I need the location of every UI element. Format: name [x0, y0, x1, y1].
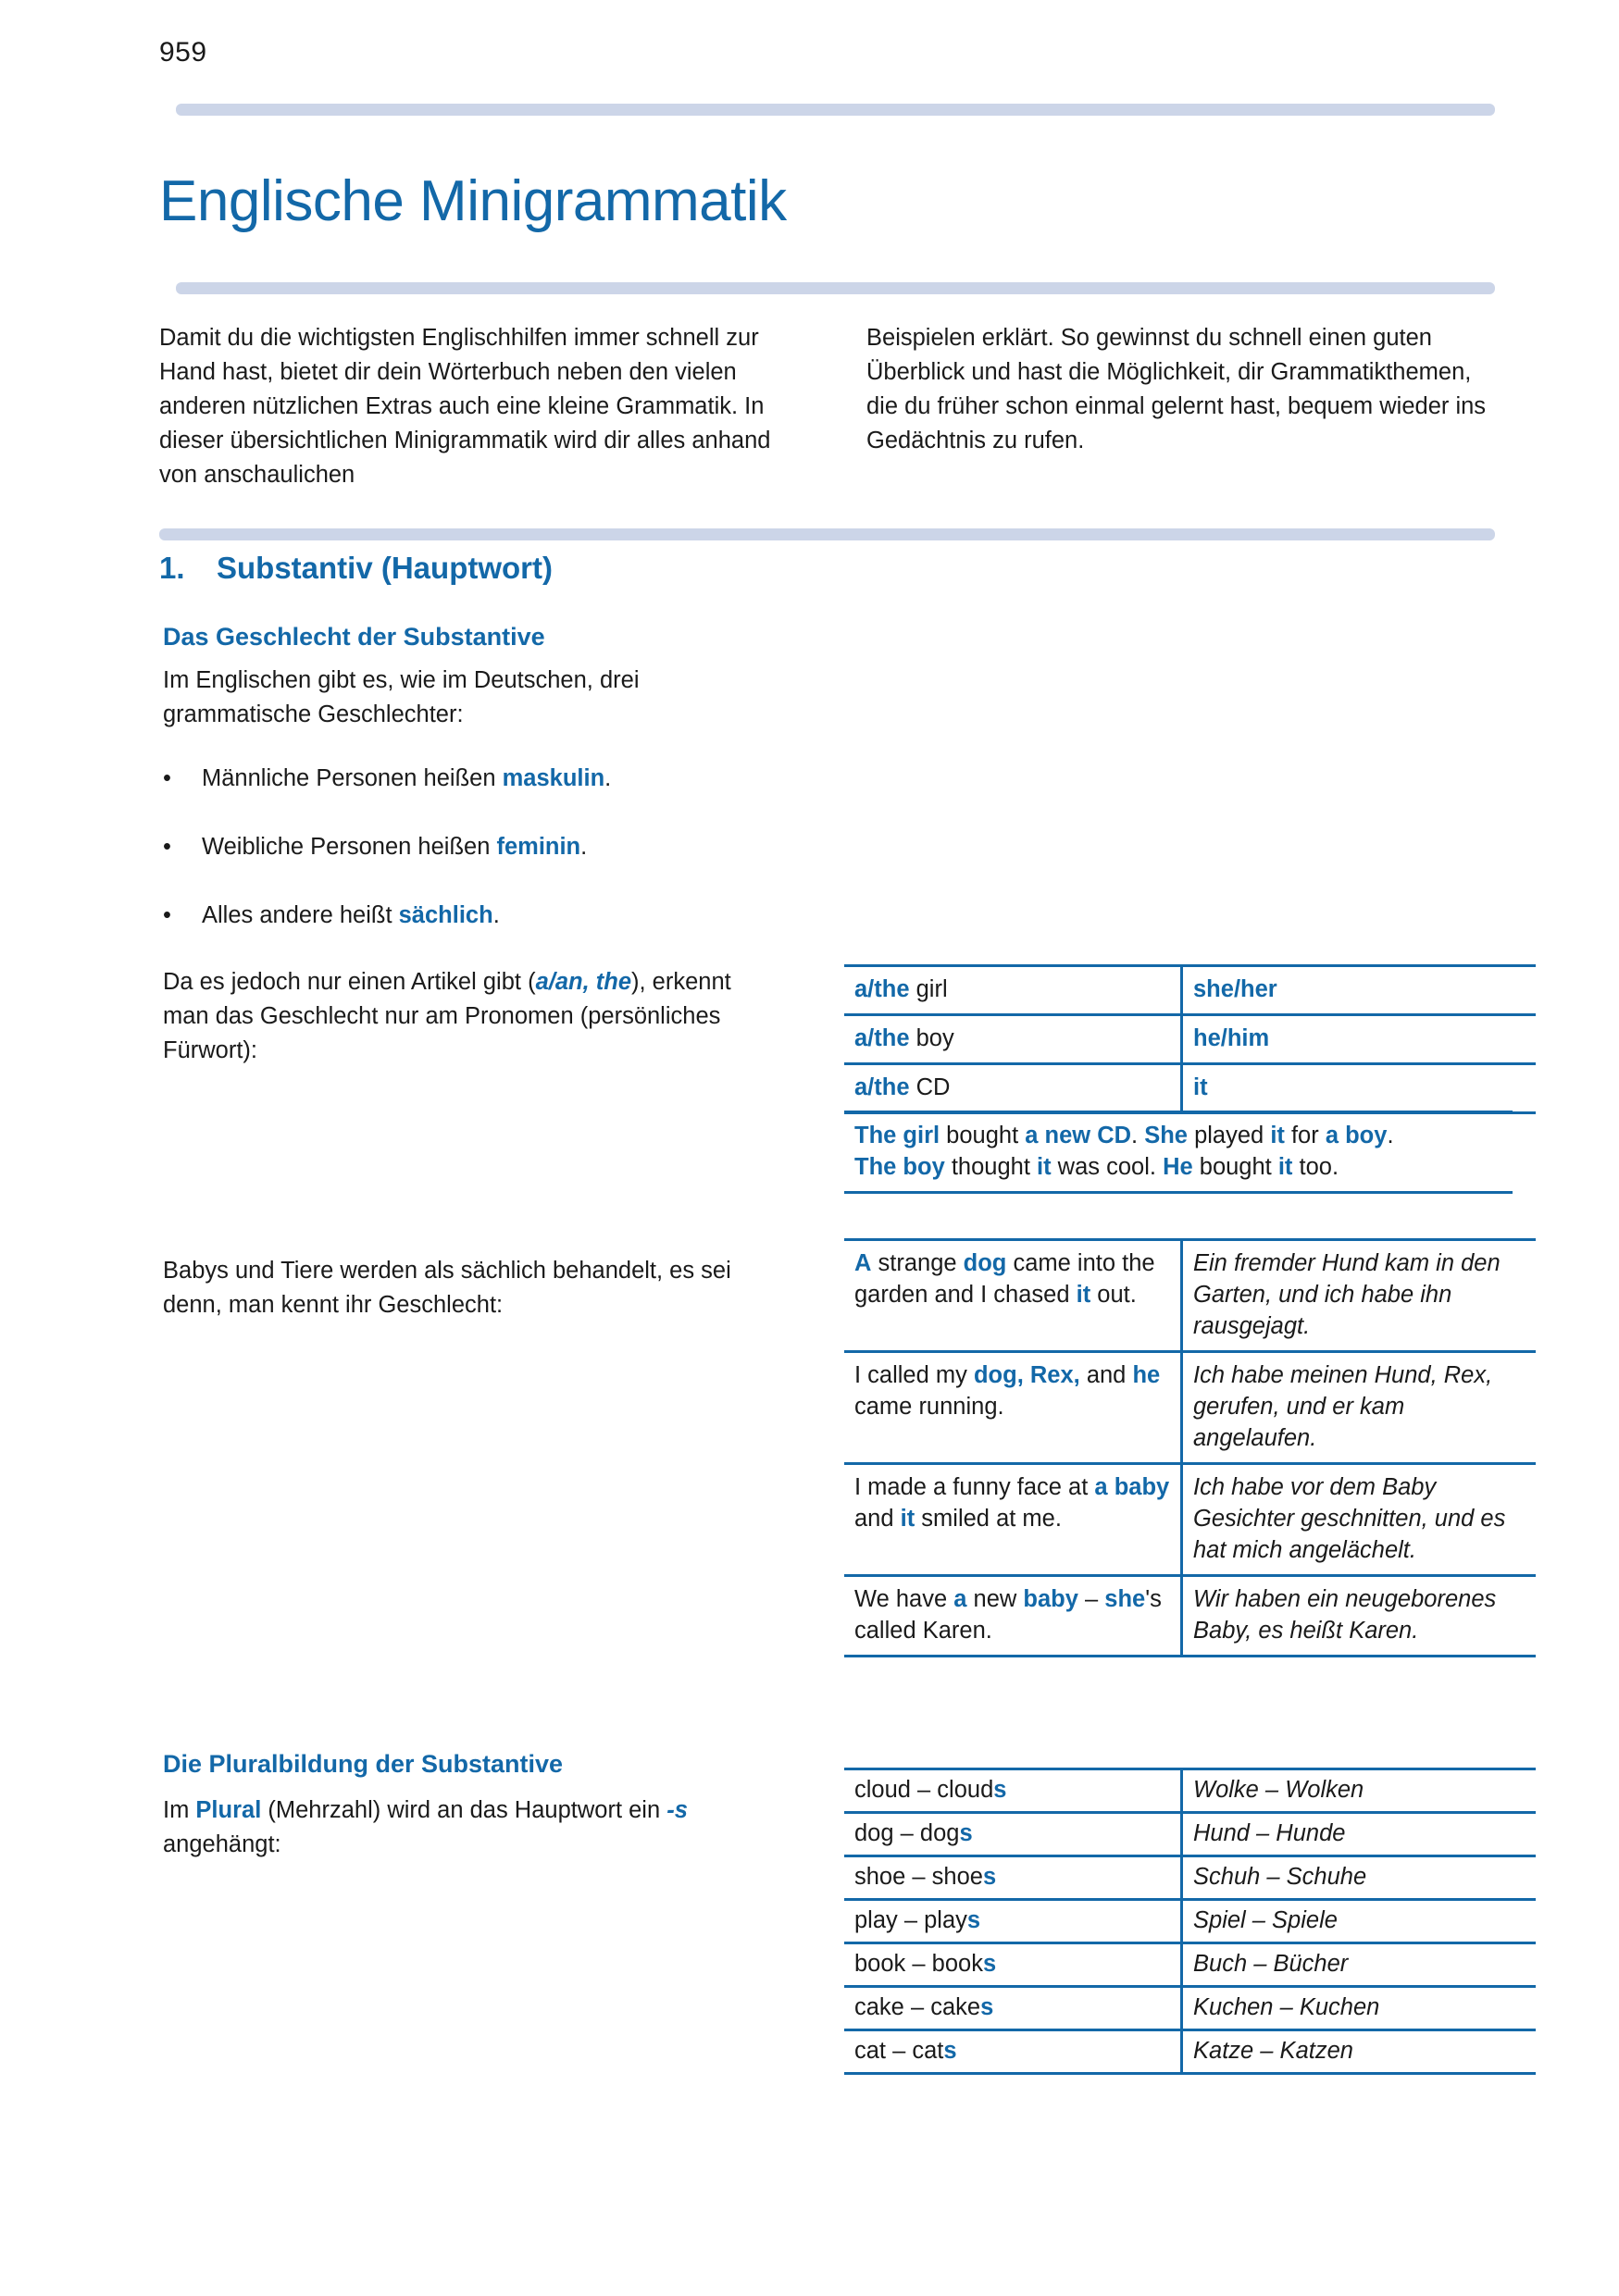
plural-german-cell: Schuh – Schuhe: [1182, 1856, 1537, 1900]
bullet-text: Weibliche Personen heißen feminin.: [202, 834, 588, 860]
table-row: [844, 1352, 1536, 1464]
page-title: Englische Minigrammatik: [159, 168, 787, 233]
table-row: [844, 1900, 1536, 1943]
german-translation-cell: Wir haben ein neugeborenes Baby, es heißt Karen.: [1182, 1576, 1537, 1657]
table-row: [844, 1943, 1536, 1987]
divider-bar-top: [176, 104, 1495, 116]
pronoun-cell: he/him: [1182, 1015, 1537, 1064]
example-sentences-cell: [844, 1112, 1513, 1193]
list-item: [163, 830, 792, 864]
plural-note-text: Im Plural (Mehrzahl) wird an das Hauptwort ein -s angehängt:: [163, 1797, 688, 1857]
gender-bullet-list: [163, 762, 792, 967]
english-example-cell: I made a funny face at a baby and it smiled at me.: [844, 1464, 1182, 1576]
gender-intro-text: Im Englischen gibt es, wie im Deutschen, drei grammatische Geschlechter:: [163, 667, 640, 727]
table-row: [844, 1769, 1536, 1813]
section-title: Substantiv (Hauptwort): [217, 551, 553, 585]
list-item: [163, 899, 792, 933]
plural-german-cell: Spiel – Spiele: [1182, 1900, 1537, 1943]
german-translation-cell: Ich habe meinen Hund, Rex, gerufen, und er kam angelaufen.: [1182, 1352, 1537, 1464]
table-row: [844, 1112, 1513, 1193]
pronoun-noun-cell: a/the girl: [844, 966, 1182, 1015]
pronoun-table-body: [844, 966, 1536, 1113]
divider-bar-intro: [176, 282, 1495, 294]
example-sentences-body: [844, 1112, 1513, 1193]
table-row: [844, 1813, 1536, 1856]
intro-column-right: Beispielen erklärt. So gewinnst du schnell einen guten Überblick und hast die Möglichkeit, dir Grammatikthemen, die du früher schon einmal gelernt hast, bequem wieder ins Gedächtnis zu rufen.: [866, 325, 1487, 453]
gender-examples-table: [844, 1238, 1536, 1657]
plural-english-cell: cloud – clouds: [844, 1769, 1182, 1813]
table-row: [844, 1464, 1536, 1576]
example-line-1: The girl bought a new CD. She played it for a boy.: [854, 1123, 1394, 1148]
example-sentences-table: [844, 1111, 1513, 1194]
subheading-plural: Die Pluralbildung der Substantive: [163, 1750, 564, 1778]
list-item: [163, 762, 792, 796]
plural-english-cell: cat – cats: [844, 2030, 1182, 2074]
english-example-cell: We have a new baby – she's called Karen.: [844, 1576, 1182, 1657]
section-number: 1.: [159, 551, 185, 585]
table-row: [844, 966, 1536, 1015]
bullet-text: Männliche Personen heißen maskulin.: [202, 765, 612, 791]
english-example-cell: I called my dog, Rex, and he came running.: [844, 1352, 1182, 1464]
example-line-2: The boy thought it was cool. He bought it too.: [854, 1154, 1339, 1180]
pronoun-noun-cell: a/the boy: [844, 1015, 1182, 1064]
bullet-text: Alles andere heißt sächlich.: [202, 902, 500, 928]
page-number: 959: [159, 37, 207, 68]
divider-bar-section: [159, 528, 1495, 540]
plural-german-cell: Katze – Katzen: [1182, 2030, 1537, 2074]
section-heading: [159, 551, 553, 586]
bullet-dot-icon: •: [163, 834, 171, 860]
german-translation-cell: Ich habe vor dem Baby Gesichter geschnitten, und es hat mich angelächelt.: [1182, 1464, 1537, 1576]
plural-german-cell: Buch – Bücher: [1182, 1943, 1537, 1987]
table-row: [844, 1015, 1536, 1064]
pronoun-cell: it: [1182, 1064, 1537, 1113]
german-translation-cell: Ein fremder Hund kam in den Garten, und ich habe ihn rausgejagt.: [1182, 1240, 1537, 1352]
pronoun-table: [844, 964, 1536, 1114]
plural-table-body: [844, 1769, 1536, 2074]
plural-table: [844, 1768, 1536, 2075]
table-row: [844, 1240, 1536, 1352]
bullet-dot-icon: •: [163, 902, 171, 928]
english-example-cell: A strange dog came into the garden and I chased it out.: [844, 1240, 1182, 1352]
babies-note-text: Babys und Tiere werden als sächlich behandelt, es sei denn, man kennt ihr Geschlecht:: [163, 1258, 731, 1318]
plural-english-cell: shoe – shoes: [844, 1856, 1182, 1900]
plural-german-cell: Wolke – Wolken: [1182, 1769, 1537, 1813]
table-row: [844, 1064, 1536, 1113]
plural-english-cell: play – plays: [844, 1900, 1182, 1943]
intro-column-left: Damit du die wichtigsten Englischhilfen immer schnell zur Hand hast, bietet dir dein Wörterbuch neben den vielen anderen nützlichen Extras auch eine kleine Grammatik. In dieser übersichtlichen Minigrammatik wird dir alles anhand von anschaulichen: [159, 325, 771, 488]
gender-examples-body: [844, 1240, 1536, 1657]
table-row: [844, 2030, 1536, 2074]
plural-english-cell: cake – cakes: [844, 1987, 1182, 2030]
plural-english-cell: dog – dogs: [844, 1813, 1182, 1856]
pronoun-noun-cell: a/the CD: [844, 1064, 1182, 1113]
table-row: [844, 1987, 1536, 2030]
pronoun-cell: she/her: [1182, 966, 1537, 1015]
table-row: [844, 1856, 1536, 1900]
bullet-dot-icon: •: [163, 765, 171, 791]
intro-columns: [159, 321, 1495, 492]
plural-german-cell: Kuchen – Kuchen: [1182, 1987, 1537, 2030]
subheading-gender: Das Geschlecht der Substantive: [163, 623, 545, 651]
plural-english-cell: book – books: [844, 1943, 1182, 1987]
article-note-text: Da es jedoch nur einen Artikel gibt (a/an, the), erkennt man das Geschlecht nur am Pronomen (persönliches Fürwort):: [163, 969, 731, 1063]
table-row: [844, 1576, 1536, 1657]
plural-german-cell: Hund – Hunde: [1182, 1813, 1537, 1856]
